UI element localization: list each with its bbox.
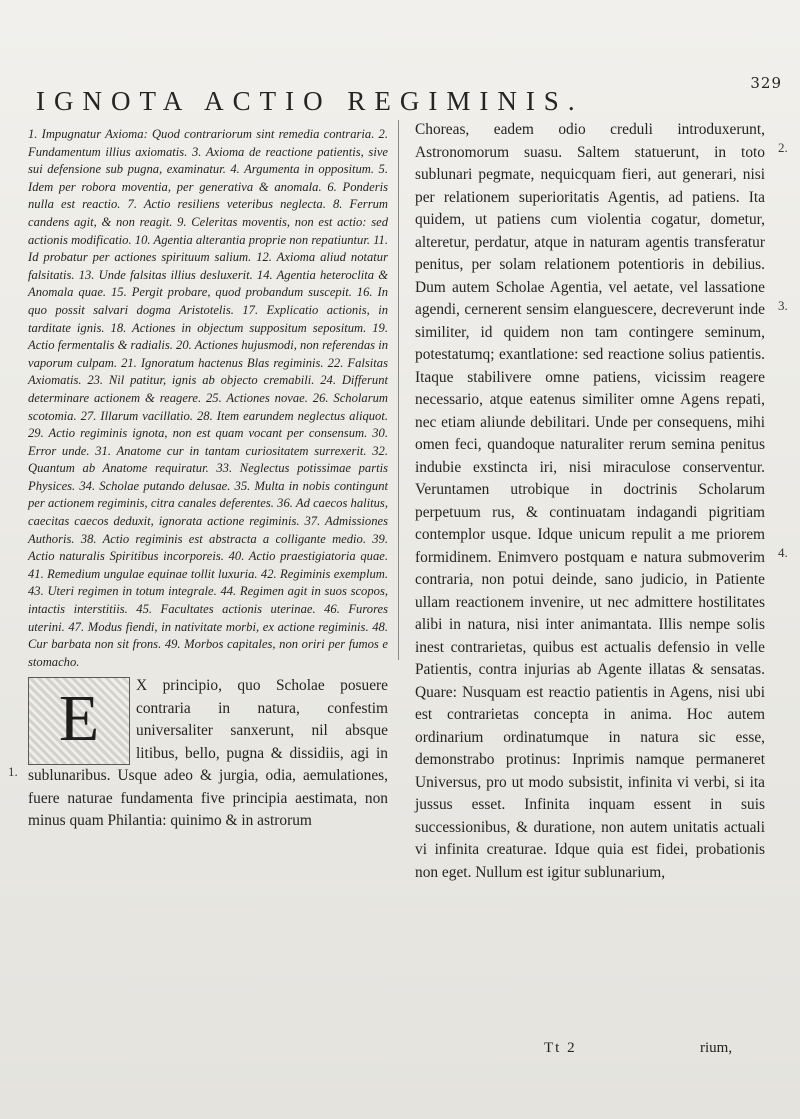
margin-number-4: 4. bbox=[778, 545, 788, 560]
chapter-summary: 1. Impugnatur Axioma: Quod contrariorum sint remedia contraria. 2. Fundamentum illius axiomatis. 3. Axioma de reactione patientis, sive sui defensione sub pugna, examinatur. 4. Argumenta in oppositum. 5. Idem per robora moventia, per generativa & anomala. 6. Ponderis nulla est reactio. 7. Actio resiliens veteribus neglecta. 8. Ferrum candens agit, & non reagit. 9. Celeritas moventis, non est actio: sed actionis modificatio. 10. Agentia alterantia proprie non repatiuntur. 11. Id probatur per actiones spirituum salium. 12. Axioma aliud notatur falsitatis. 13. Unde falsitas illius desluxerit. 14. Agentia heteroclita & Anomala quae. 15. Pergit probare, quod probandum suscepit. 16. In quo possit salvari dogma Aristotelis. 17. Explicatio actionis, in tarditate ignis. 18. Actiones in objectum suppositum sepositum. 19. Actio fermentalis & radialis. 20. Actiones hujusmodi, non referendas in vaporum culpam. 21. Ignoratum hactenus Blas regiminis. 22. Falsitas Axiomatis. 23. Nil patitur, ignis ab objecto cremabili. 24. Differunt determinare actionem & reagere. 25. Actiones novae. 26. Scholarum scotomia. 27. Illarum vacillatio. 28. Item earundem neglectus aliquot. 29. Actio regiminis ignota, non est quam vocant per consensum. 30. Error unde. 31. Anatome cur in tantam curiositatem surrexerit. 32. Quantum ab Anatome requiratur. 33. Neglectus potissimae partis Physices. 34. Scholae putando delusae. 35. Multa in nobis contingunt per actionem regiminis, citra canales deferentes. 36. Ad caecos halitus, caecitas caecos deduxit, ignorata actione regiminis. 37. Admissiones Authoris. 38. Actio regiminis est abstracta a colligante medio. 39. Actio naturalis Spiritibus incorporeis. 40. Actio praestigiatoria quae. 41. Remedium ungulae equinae tollit luxuria. 42. Regiminis exemplum. 43. Uteri regimen in totum integrale. 44. Regimen agit in suos scopos, intactis interstitiis. 45. Facultates actionis uterinae. 46. Furores uterini. 47. Modus fiendi, in nativitate morbi, ex actione regiminis. 48. Cur barbata non sit frons. 49. Morbos capitales, non oriri per fumos e stomacho. bbox=[28, 127, 388, 669]
margin-number-3: 3. bbox=[778, 298, 788, 313]
ornamental-dropcap bbox=[28, 677, 130, 765]
running-title: IGNOTA ACTIO REGIMINIS. bbox=[36, 86, 584, 116]
catchword: rium, bbox=[700, 1040, 733, 1056]
column-divider bbox=[398, 120, 399, 660]
right-column bbox=[415, 119, 765, 884]
signature-mark: Tt 2 bbox=[544, 1040, 577, 1056]
margin-number-2: 2. bbox=[778, 140, 788, 155]
left-body-text: X principio, quo Scholae posuere contraria in natura, confestim universaliter sanxerunt, nil absque litibus, bello, pugna & dissidiis, agi in sublunaribus. Usque adeo & jurgia, odia, aemulationes, fuere naturae fundamenta five principia aestimata, non minus quam Philantia: quinimo & in astrorum bbox=[28, 677, 388, 830]
margin-number-1: 1. bbox=[8, 764, 18, 779]
dropcap-letter: E bbox=[58, 682, 100, 756]
page-number: 329 bbox=[750, 74, 782, 92]
left-column bbox=[28, 126, 388, 833]
chapter-opening bbox=[28, 675, 388, 833]
right-body-text: Choreas, eadem odio creduli introduxerunt, Astronomorum suasu. Saltem statuerunt, in toto sublunari pegmate, nequicquam fieri, aut generari, nisi per relationem superioritatis Agentis, ad patiens. Ita quidem, ut patiens cum violentia cogatur, dometur, alteretur, perdatur, atque in naturam agentis transferatur penitus, per solam relationem potentioris in debilius. Dum autem Scholae Agentia, vel aetate, vel lassatione agendi, cernerent sensim elanguescere, decreverunt inde similiter, id quidem non tam contingere seminum, potestatumq; exantlatione: sed reactione solius patientis. Itaque stabilivere omne patiens, vicissim reagere necessario, atque eatenus similiter omne Agens repati, nec etiam aliunde debilitari. Unde per consequens, mihi omen feci, quandoque naturaliter rerum semina penitus indubie exstincta iri, nisi miraculose conserventur. Veruntamen utrobique in doctrinis Scholarum perpetuum rus, & continuatam indagandi pigritiam contemplor usque. Idque unicum repulit a me priorem formidinem. Enimvero postquam e natura submoverim contraria, non potui deinde, sano judicio, in Patiente ullam reactionem invenire, ut nec admittere hostilitates alibi in natura, nisi inter animantata. Illis nempe solis inest contrarietas, quibus est actualis defensio in velle Patientis, contra injurias ab Agente illatas & sensatas. Quare: Nusquam est reactio patientis in Agens, nisi ubi est contrarietas concepta in anima. Hoc autem ordinarium ordinatumque in natura sic esse, demonstrabo protinus: Inprimis namque permaneret Universus, pro ut modo subsistit, infinita vi verbi, si ita jussus esset. Infinita inquam essent in suis successionibus, & duratione, non autem unitatis actuali vi infinita creaturae. Idque quia est fidei, probationis non eget. Nullum est igitur sublunarium, bbox=[415, 121, 765, 881]
